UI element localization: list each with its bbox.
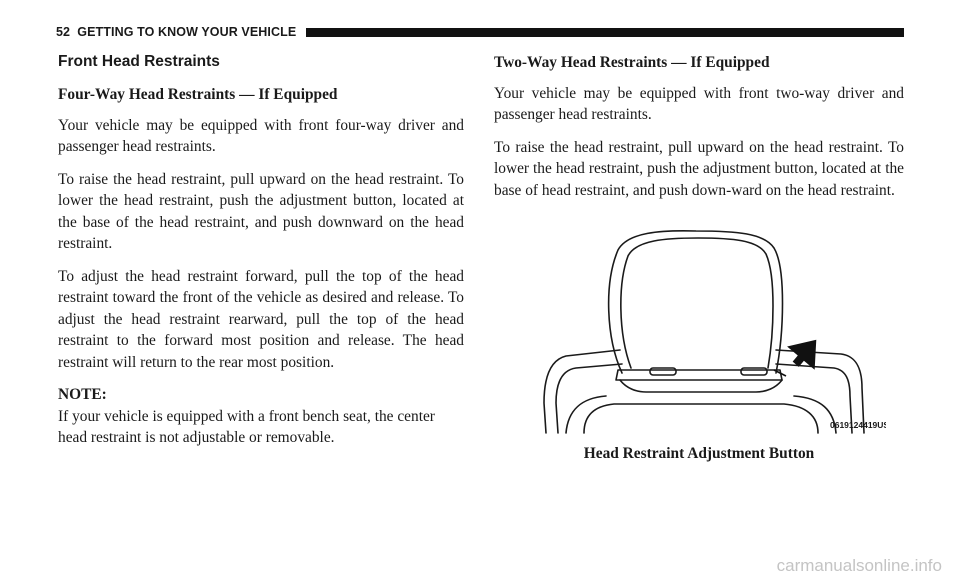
four-way-subtitle: Four-Way Head Restraints — If Equipped: [58, 86, 338, 103]
chapter-title: GETTING TO KNOW YOUR VEHICLE: [77, 25, 297, 39]
paragraph: Your vehicle may be equipped with front two-way driver and passenger head restraints.: [494, 84, 904, 123]
note-label: NOTE:: [58, 386, 107, 403]
page-number: 52: [56, 25, 71, 39]
note-text: If your vehicle is equipped with a front bench seat, the center head restraint is not adjustable or removable.: [58, 407, 435, 446]
figure-caption: Head Restraint Adjustment Button: [583, 445, 815, 462]
head-restraint-illustration: [536, 228, 886, 434]
header-text: [56, 25, 296, 39]
section-title: Front Head Restraints: [58, 53, 220, 70]
paragraph: To raise the head restraint, pull upward on the head restraint. To lower the head restraint, push the adjustment button, located at the base of head restraint, and push down-ward on the head restraint.: [494, 138, 904, 199]
page-header: [56, 25, 904, 39]
left-column: [58, 52, 464, 460]
two-way-subtitle: Two-Way Head Restraints — If Equipped: [494, 54, 770, 71]
paragraph: To raise the head restraint, pull upward on the head restraint. To lower the head restraint, push the adjustment button, located at the base of the head restraint, and push downward on the head restraint.: [58, 170, 464, 252]
paragraph: To adjust the head restraint forward, pull the top of the head restraint toward the front of the vehicle as desired and release. To adjust the head restraint rearward, pull the top of the head restraint to the forward most position and release. The head restraint will return to the rear most position.: [58, 267, 464, 371]
paragraph: Your vehicle may be equipped with front four-way driver and passenger head restraints.: [58, 116, 464, 155]
right-column: [494, 52, 904, 212]
header-rule: [306, 28, 904, 37]
figure-code: 0619124419US: [830, 420, 886, 430]
head-restraint-drawing: [536, 228, 886, 434]
watermark: carmanualsonline.info: [776, 556, 942, 575]
